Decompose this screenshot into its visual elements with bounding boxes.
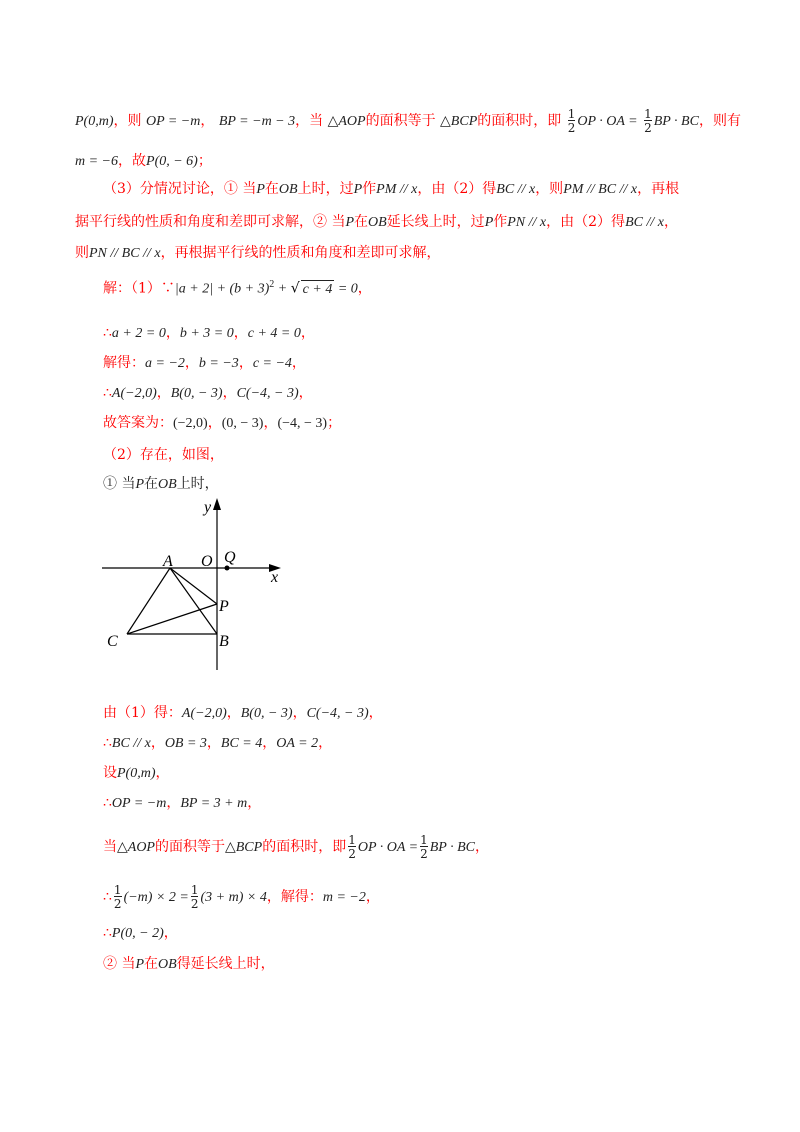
- math: C(−4, − 3): [306, 706, 369, 721]
- label-y: y: [204, 499, 212, 516]
- label-Q: Q: [224, 549, 236, 566]
- text: ，: [150, 735, 165, 751]
- numerator: 1: [113, 883, 122, 897]
- math: BP = −m − 3: [218, 114, 296, 129]
- line-4: [75, 213, 678, 232]
- math: OA = 2: [276, 736, 319, 751]
- line-7: [103, 324, 315, 343]
- line-12: [103, 475, 219, 494]
- math: P: [135, 477, 145, 492]
- line-1: [75, 108, 741, 134]
- math: BC // x: [111, 736, 151, 751]
- text: ；: [197, 153, 212, 169]
- math: m = −6: [75, 154, 119, 169]
- math: P(0, − 2): [111, 926, 164, 941]
- denominator: 2: [420, 847, 428, 861]
- math: P(0, − 6): [146, 154, 198, 169]
- math: BC = 4: [220, 736, 263, 751]
- label-C: C: [107, 633, 118, 650]
- math: P(0,m): [117, 766, 156, 781]
- math: A(−2,0): [181, 706, 227, 721]
- text: ，: [318, 735, 333, 751]
- text: 作: [362, 181, 377, 197]
- math: PM // BC // x: [563, 182, 638, 197]
- line-5: [75, 244, 441, 263]
- math: b + 3 = 0: [179, 326, 234, 341]
- fraction: [420, 834, 428, 860]
- text: ，: [300, 325, 315, 341]
- text: ，: [184, 355, 199, 371]
- math: OP = −m: [111, 796, 167, 811]
- text: ② 当: [103, 956, 136, 972]
- math: (−m) × 2 =: [123, 890, 189, 905]
- text: ，: [233, 325, 248, 341]
- text: 延长线上时，过: [386, 214, 485, 230]
- superscript: 2: [269, 279, 275, 290]
- text: ，则: [113, 113, 142, 129]
- math: a = −2: [145, 356, 185, 371]
- math: P: [353, 182, 363, 197]
- text: ，: [207, 415, 222, 431]
- text: ，: [226, 705, 241, 721]
- math: c = −4: [252, 356, 292, 371]
- math: PM // x: [376, 182, 418, 197]
- denominator: 2: [113, 897, 122, 911]
- math: P(0,m): [75, 114, 114, 129]
- text: ∴: [103, 325, 112, 341]
- math: (−4, − 3): [277, 416, 328, 431]
- y-axis-arrow: [213, 498, 221, 510]
- text: ，: [663, 214, 678, 230]
- line-19: [103, 924, 178, 943]
- math: △AOP: [117, 840, 155, 855]
- math: c + 4 = 0: [247, 326, 301, 341]
- numerator: 1: [567, 107, 576, 121]
- text: ，: [222, 385, 237, 401]
- denominator: 2: [567, 121, 576, 135]
- math: P: [484, 215, 494, 230]
- segment-AC: [127, 568, 170, 634]
- math: (3 + m) × 4: [200, 890, 267, 905]
- line-20: [103, 955, 275, 974]
- text: ，: [291, 355, 306, 371]
- fraction: [114, 884, 122, 910]
- text: ① 当: [103, 476, 136, 492]
- line-17: [103, 834, 489, 860]
- numerator: 1: [190, 883, 199, 897]
- numerator: 1: [348, 833, 356, 847]
- math: = 0: [334, 281, 358, 297]
- text: 故答案为：: [103, 415, 173, 431]
- text: ，: [298, 385, 313, 401]
- fraction: [568, 108, 576, 134]
- text: ，则有: [698, 113, 741, 129]
- text: ；: [327, 415, 342, 431]
- radicand: c + 4: [302, 281, 333, 297]
- line-8: [103, 354, 306, 373]
- line-16: [103, 794, 261, 813]
- math: OP = −m: [145, 114, 201, 129]
- text: 的面积等于: [154, 839, 225, 855]
- text: ，: [155, 765, 170, 781]
- geometry-diagram: [95, 494, 295, 674]
- math: △BCP: [440, 114, 478, 129]
- text: ，则: [535, 181, 564, 197]
- text: ∴: [103, 735, 112, 751]
- text: 得延长线上时，: [176, 956, 275, 972]
- math: C(−4, − 3): [236, 386, 299, 401]
- text: 在: [264, 181, 279, 197]
- text: ∴: [103, 385, 112, 401]
- text: ，由（2）得: [546, 214, 626, 230]
- text: 的面积时，即: [477, 113, 562, 129]
- line-13: [103, 704, 383, 723]
- text: ，: [263, 415, 278, 431]
- label-B: B: [219, 633, 229, 650]
- math: PN // BC // x: [89, 246, 161, 261]
- text: 据平行线的性质和角度和差即可求解，② 当: [75, 214, 346, 230]
- text: 设: [103, 765, 117, 781]
- math: P: [135, 957, 145, 972]
- text: ，: [166, 795, 181, 811]
- math: m = −2: [322, 890, 366, 905]
- point-Q: [225, 566, 230, 571]
- label-O: O: [201, 553, 213, 570]
- line-6: 解：（1）∵|a + $2| + (b + 3)^2$ + √ c + 4 = 0，: [103, 279, 372, 297]
- text: ，解得：: [266, 889, 323, 905]
- math: BP = 3 + m: [180, 796, 248, 811]
- denominator: 2: [190, 897, 199, 911]
- text: ∴: [103, 889, 112, 905]
- math: OB = 3: [164, 736, 207, 751]
- text: ，: [357, 280, 372, 297]
- math: B(0, − 3): [170, 386, 223, 401]
- text: 上时，: [176, 476, 219, 492]
- text: ∴: [103, 925, 112, 941]
- math: OB: [158, 957, 177, 972]
- math: A(−2,0): [111, 386, 157, 401]
- numerator: 1: [420, 833, 428, 847]
- text: ，再根据平行线的性质和角度和差即可求解，: [160, 245, 441, 261]
- math: BC // x: [496, 182, 536, 197]
- math: BP · BC: [653, 114, 699, 129]
- math: P: [345, 215, 355, 230]
- text: 则: [75, 245, 89, 261]
- text: ，: [368, 705, 383, 721]
- text: 的面积等于: [365, 113, 436, 129]
- text: ，: [262, 735, 277, 751]
- label-A: A: [163, 553, 173, 570]
- text: 在: [144, 476, 159, 492]
- math: OP · OA =: [577, 114, 638, 129]
- text: （3）分情况讨论，① 当: [103, 181, 257, 197]
- text: ，: [238, 355, 253, 371]
- segment-CP: [127, 604, 217, 634]
- math: P: [256, 182, 265, 197]
- text: ，: [365, 889, 380, 905]
- text: 由（1）得：: [103, 705, 182, 721]
- math: B(0, − 3): [240, 706, 293, 721]
- line-18: [103, 884, 380, 910]
- math: b = −3: [198, 356, 239, 371]
- text: ∴: [103, 795, 112, 811]
- text: （2）存在，如图，: [103, 447, 224, 463]
- math: BP · BC: [429, 840, 475, 855]
- label-P: P: [219, 598, 229, 615]
- line-11: [103, 446, 224, 464]
- math: OB: [278, 182, 298, 197]
- text: 当: [103, 839, 117, 855]
- text: ，再根: [637, 181, 680, 197]
- label-x: x: [271, 569, 279, 586]
- math: OB: [158, 477, 177, 492]
- text: 作: [493, 214, 508, 230]
- fraction: [644, 108, 652, 134]
- text: ，当: [295, 113, 324, 129]
- math: (−2,0): [173, 416, 208, 431]
- segment-AB: [170, 568, 217, 634]
- line-15: [103, 764, 170, 783]
- math: |a + 2| + (b + 3): [174, 281, 270, 297]
- text: ，: [292, 705, 307, 721]
- text: 在: [354, 214, 369, 230]
- line-10: [103, 414, 341, 433]
- math: OB: [368, 215, 387, 230]
- math: OP · OA =: [357, 840, 419, 855]
- text: 解得：: [103, 355, 145, 371]
- text: ，故: [118, 153, 147, 169]
- fraction: [348, 834, 356, 860]
- math: △AOP: [327, 114, 366, 129]
- line-3: [103, 180, 679, 199]
- line-9: [103, 384, 313, 403]
- math: a + 2 = 0: [111, 326, 166, 341]
- math: PN // x: [507, 215, 547, 230]
- line-14: [103, 734, 332, 753]
- text: ，: [156, 385, 171, 401]
- text: ，: [206, 735, 221, 751]
- text: ，: [247, 795, 262, 811]
- denominator: 2: [348, 847, 356, 861]
- text: 的面积时，即: [262, 839, 347, 855]
- numerator: 1: [644, 107, 652, 121]
- fraction: [191, 884, 199, 910]
- text: 上时，过: [297, 181, 354, 197]
- denominator: 2: [644, 121, 652, 135]
- line-2: [75, 152, 212, 171]
- math: (0, − 3): [221, 416, 264, 431]
- text: ，由（2）得: [417, 181, 497, 197]
- text: 在: [144, 956, 159, 972]
- text: ，: [163, 925, 178, 941]
- text: ，: [475, 839, 489, 855]
- text: ，: [165, 325, 180, 341]
- math: +: [274, 281, 291, 297]
- segment-AP: [170, 568, 217, 604]
- math: BC // x: [625, 215, 664, 230]
- math: △BCP: [224, 840, 263, 855]
- text: ，: [200, 113, 215, 129]
- text: 解：（1）∵: [103, 280, 175, 297]
